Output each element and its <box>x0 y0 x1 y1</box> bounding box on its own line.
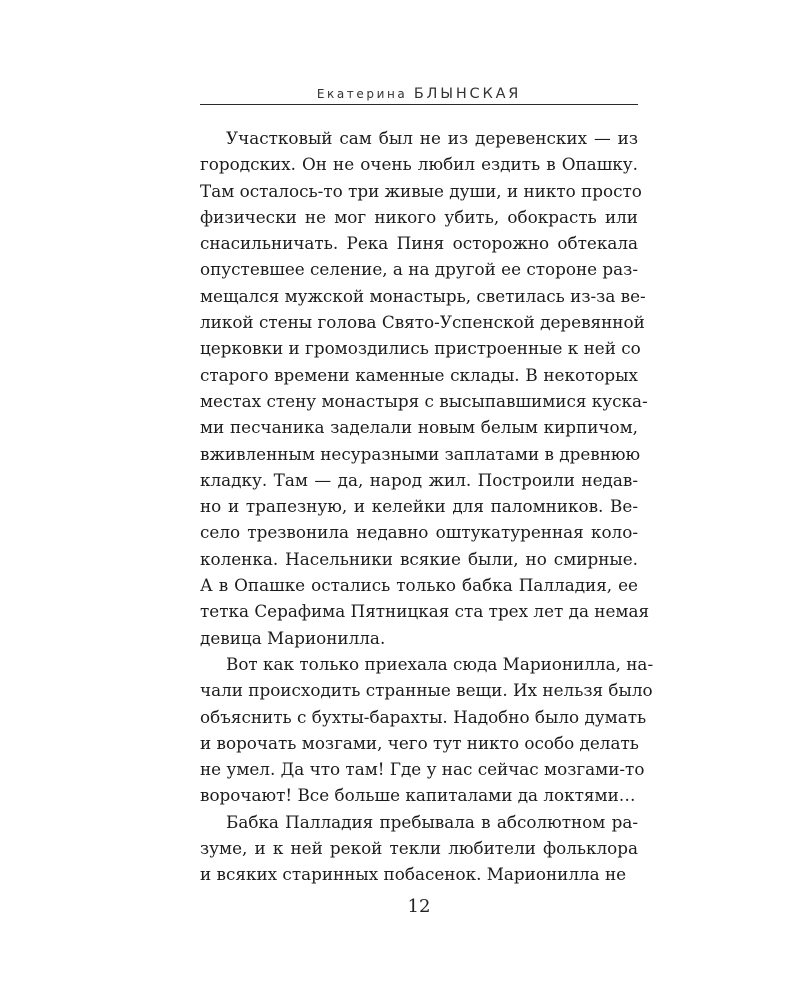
text-line: коленка. Насельники всякие были, но смирные. <box>200 548 638 569</box>
text-line: церковки и громоздились пристроенные к ней со <box>200 338 641 359</box>
text-line: объяснить с бухты-барахты. Надобно было думать <box>200 706 647 727</box>
text-line: ликой стены голова Свято-Успенской деревянной <box>200 312 645 333</box>
text-line: А в Опашке остались только бабка Палладия, ее <box>200 575 638 596</box>
text-line: старого времени каменные склады. В некоторых <box>200 364 638 385</box>
text-line: Бабка Палладия пребывала в абсолютном ра- <box>226 811 638 832</box>
text-line: опустевшее селение, а на другой ее стороне раз- <box>200 259 638 280</box>
text-line: физически не мог никого убить, обокрасть или <box>200 206 638 227</box>
running-head <box>200 86 638 102</box>
text-line: ми песчаника заделали новым белым кирпичом, <box>200 417 638 438</box>
text-line: и всяких старинных побасенок. Марионилла не <box>200 864 627 885</box>
text-line: ворочают! Все больше капиталами да локтями… <box>200 785 636 806</box>
text-line: зуме, и к ней рекой текли любители фольклора <box>200 838 638 859</box>
text-line: Участковый сам был не из деревенских — из <box>226 128 638 148</box>
text-line: вживленным несуразными заплатами в древнюю <box>200 443 641 464</box>
body-text <box>200 125 654 888</box>
text-line: городских. Он не очень любил ездить в Опашку. <box>200 154 638 175</box>
text-line: местах стену монастыря с высыпавшимися куска- <box>200 390 648 411</box>
book-page <box>200 0 654 1000</box>
page-number: 12 <box>407 896 431 917</box>
paragraph <box>200 809 638 888</box>
text-line: но и трапезную, и келейки для паломников. Ве- <box>200 496 638 517</box>
text-line: село трезвонила недавно оштукатуренная коло- <box>200 522 638 543</box>
text-line: девица Марионилла. <box>200 627 386 648</box>
text-line: и ворочать мозгами, чего тут никто особо делать <box>200 732 639 753</box>
text-line: не умел. Да что там! Где у нас сейчас мозгами-то <box>200 759 645 780</box>
text-line: чали происходить странные вещи. Их нельзя было <box>200 680 653 701</box>
header-rule <box>200 104 638 105</box>
text-line: кладку. Там — да, народ жил. Построили недав- <box>200 469 638 490</box>
text-line: мещался мужской монастырь, светилась из-за ве- <box>200 285 646 306</box>
author-surname: БЛЫНСКАЯ <box>413 86 522 102</box>
text-line: тетка Серафима Пятницкая ста трех лет да немая <box>200 601 650 622</box>
author-first-name: Екатерина <box>316 87 408 101</box>
paragraph <box>200 125 650 651</box>
paragraph <box>200 651 654 809</box>
text-line: Вот как только приехала сюда Марионилла, на- <box>226 653 654 674</box>
text-line: Там осталось-то три живые души, и никто просто <box>200 180 642 201</box>
text-line: снасильничать. Река Пиня осторожно обтекала <box>200 233 638 254</box>
